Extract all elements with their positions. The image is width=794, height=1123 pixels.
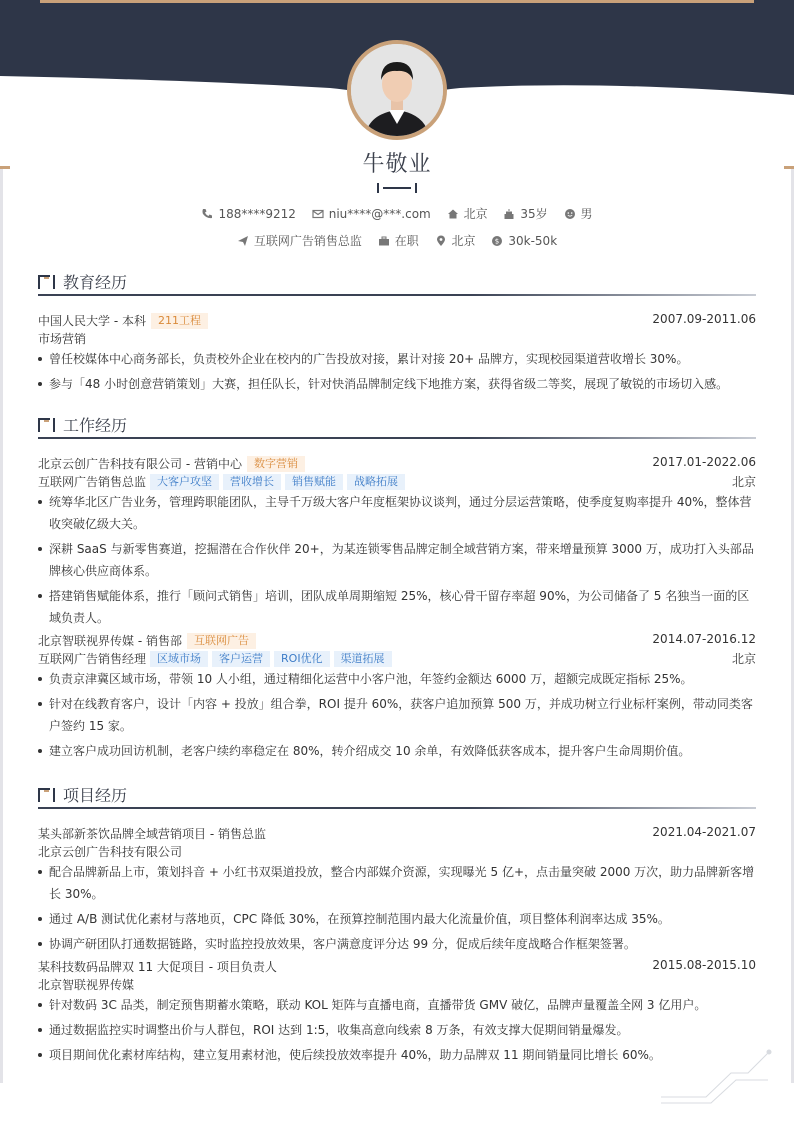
salary-item: $ 30k-50k — [491, 234, 557, 248]
project-bullets — [38, 861, 756, 955]
work-role-row — [38, 473, 756, 491]
work-entry-header — [38, 632, 756, 650]
left-border-line — [0, 168, 3, 1083]
project-entry-header — [38, 958, 756, 976]
list-item: 协调产研团队打通数据链路，实时监控投放效果，客户满意度评分达 99 分，促成后续年度战略合作框架签署。 — [38, 933, 756, 955]
company-tag: 互联网广告 — [187, 633, 256, 649]
section-header — [38, 783, 756, 811]
work-section — [38, 413, 756, 765]
list-item: 针对数码 3C 品类，制定预售期蓄水策略，联动 KOL 矩阵与直播电商，直播带货 GMV 破亿，品牌声量覆盖全网 3 亿用户。 — [38, 994, 756, 1016]
phone-item: 188****9212 — [201, 207, 295, 221]
project-org: 北京云创广告科技有限公司 — [38, 845, 183, 859]
briefcase-icon — [378, 235, 390, 247]
project-date: 2021.04-2021.07 — [652, 825, 756, 839]
section-title: 项目经历 — [63, 786, 128, 805]
company-tag: 数字营销 — [247, 456, 305, 472]
money-icon — [491, 235, 503, 247]
project-entry-header — [38, 825, 756, 843]
section-header — [38, 270, 756, 298]
list-item: 统筹华北区广告业务，管理跨职能团队，主导千万级大客户年度框架协议谈判，通过分层运营策略，使季度复购率提升 40%，整体营收突破亿级大关。 — [38, 491, 756, 535]
target-position-item: 互联网广告销售总监 — [237, 232, 362, 249]
send-icon — [237, 235, 249, 247]
education-bullets — [38, 348, 756, 395]
work-location: 北京 — [731, 475, 756, 489]
section-divider — [38, 294, 756, 296]
section-divider — [38, 437, 756, 439]
skill-tag: 战略拓展 — [347, 474, 405, 490]
list-item: 参与「48 小时创意营销策划」大赛，担任队长，针对快消品牌制定线下地推方案，获得省级二等奖，展现了敏锐的市场切入感。 — [38, 373, 756, 395]
work-bullets — [38, 668, 756, 762]
job-title: 互联网广告销售总监 — [38, 475, 147, 489]
section-mark-icon — [38, 275, 56, 289]
school-name: 中国人民大学 - 本科 — [38, 314, 146, 328]
corner-decoration — [656, 1045, 776, 1105]
education-section — [38, 270, 756, 398]
project-bullets — [38, 994, 756, 1066]
target-city-item: 北京 — [435, 232, 476, 249]
smile-icon — [564, 208, 576, 220]
skill-tag: 营收增长 — [223, 474, 281, 490]
major: 市场营销 — [38, 332, 87, 346]
list-item: 配合品牌新品上市，策划抖音 + 小红书双渠道投放，整合内部媒介资源，实现曝光 5 亿+，点击量突破 2000 万次，助力品牌新客增长 30%。 — [38, 861, 756, 905]
company-name: 北京云创广告科技有限公司 - 营销中心 — [38, 457, 242, 471]
project-section — [38, 783, 756, 1069]
skill-tag: 客户运营 — [212, 651, 270, 667]
candidate-name: 牛敬业 — [362, 152, 432, 177]
age-item: 35岁 — [503, 205, 547, 222]
project-org: 北京智联视界传媒 — [38, 978, 135, 992]
section-title: 工作经历 — [63, 416, 128, 435]
section-header — [38, 413, 756, 441]
project-name: 某科技数码品牌双 11 大促项目 - 项目负责人 — [38, 960, 277, 974]
company-name: 北京智联视界传媒 - 销售部 — [38, 634, 182, 648]
education-entry-header — [38, 312, 756, 330]
list-item: 通过数据监控实时调整出价与人群包，ROI 达到 1:5，收集高意向线索 8 万条，有效支撑大促期间销量爆发。 — [38, 1019, 756, 1041]
section-title: 教育经历 — [63, 273, 128, 292]
list-item: 深耕 SaaS 与新零售赛道，挖掘潜在合作伙伴 20+，为某连锁零售品牌定制全域营销方案，带来增量预算 3000 万，成功打入头部品牌核心供应商体系。 — [38, 538, 756, 582]
avatar — [347, 40, 447, 140]
work-entry-header — [38, 455, 756, 473]
section-mark-icon — [38, 418, 56, 432]
job-intention-row — [0, 232, 794, 250]
email-item: niu****@***.com — [312, 207, 431, 221]
list-item: 曾任校媒体中心商务部长，负责校外企业在校内的广告投放对接，累计对接 20+ 品牌方，实现校园渠道营收增长 30%。 — [38, 348, 756, 370]
education-date: 2007.09-2011.06 — [652, 312, 756, 326]
list-item: 通过 A/B 测试优化素材与落地页，CPC 降低 30%，在预算控制范围内最大化流量价值，项目整体利润率达成 35%。 — [38, 908, 756, 930]
skill-tag: 渠道拓展 — [334, 651, 392, 667]
contact-info-row — [0, 205, 794, 223]
gender-item: 男 — [564, 205, 593, 222]
list-item: 项目期间优化素材库结构，建立复用素材池，使后续投放效率提升 40%，助力品牌双 11 期间销量同比增长 60%。 — [38, 1044, 756, 1066]
project-date: 2015.08-2015.10 — [652, 958, 756, 972]
mail-icon — [312, 208, 324, 220]
list-item: 针对在线教育客户，设计「内容 + 投放」组合拳，ROI 提升 60%，获客户追加预算 500 万，并成功树立行业标杆案例，带动同类客户签约 15 家。 — [38, 693, 756, 737]
skill-tag: 区域市场 — [150, 651, 208, 667]
work-date: 2017.01-2022.06 — [652, 455, 756, 469]
location-pin-icon — [435, 235, 447, 247]
work-location: 北京 — [731, 652, 756, 666]
list-item: 负责京津冀区域市场，带领 10 人小组，通过精细化运营中小客户池，年签约金额达 6000 万，超额完成既定指标 25%。 — [38, 668, 756, 690]
list-item: 建立客户成功回访机制，老客户续约率稳定在 80%，转介绍成交 10 余单，有效降低获客成本，提升客户生命周期价值。 — [38, 740, 756, 762]
project-name: 某头部新茶饮品牌全域营销项目 - 销售总监 — [38, 827, 266, 841]
work-date: 2014.07-2016.12 — [652, 632, 756, 646]
status-item: 在职 — [378, 232, 419, 249]
school-tag: 211工程 — [151, 313, 208, 329]
section-mark-icon — [38, 788, 56, 802]
skill-tag: 销售赋能 — [285, 474, 343, 490]
home-icon — [447, 208, 459, 220]
skill-tag: ROI优化 — [274, 651, 330, 667]
skill-tag: 大客户攻坚 — [150, 474, 219, 490]
work-role-row — [38, 650, 756, 668]
city-item: 北京 — [447, 205, 488, 222]
phone-icon — [201, 208, 213, 220]
list-item: 搭建销售赋能体系，推行「顾问式销售」培训，团队成单周期缩短 25%，核心骨干留存率超 90%，为公司储备了 5 名独当一面的区域负责人。 — [38, 585, 756, 629]
work-bullets — [38, 491, 756, 629]
job-title: 互联网广告销售经理 — [38, 652, 147, 666]
svg-text:$: $ — [495, 237, 500, 246]
section-divider — [38, 807, 756, 809]
cake-icon — [503, 208, 515, 220]
name-divider — [375, 183, 419, 193]
